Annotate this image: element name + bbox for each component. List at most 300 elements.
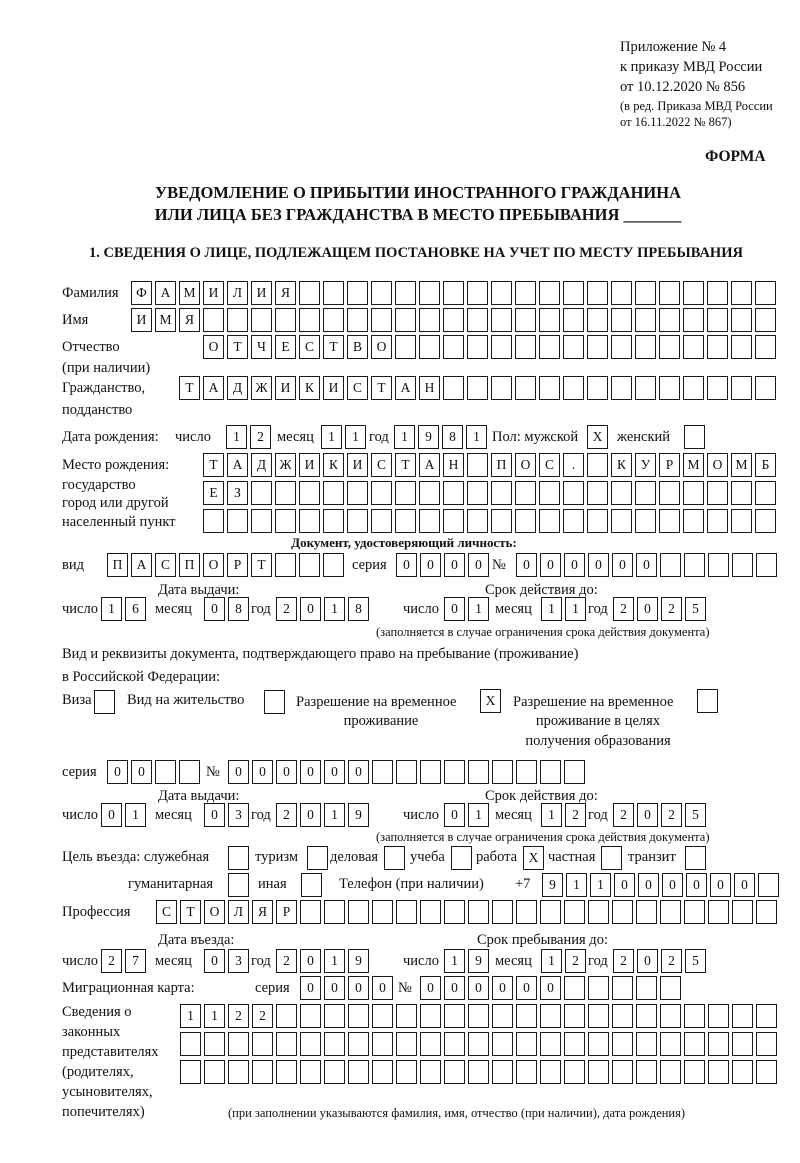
char-box[interactable] [179, 760, 200, 784]
char-box[interactable]: 0 [662, 873, 683, 897]
char-box[interactable] [516, 1032, 537, 1056]
char-box[interactable] [635, 335, 656, 359]
phone-field[interactable] [542, 873, 782, 897]
char-box[interactable] [708, 1060, 729, 1084]
stay-issue-day-field[interactable] [101, 803, 149, 827]
stay-valid-year-field[interactable] [613, 803, 709, 827]
char-box[interactable] [539, 335, 560, 359]
char-box[interactable] [563, 376, 584, 400]
char-box[interactable] [443, 376, 464, 400]
temp-edu-checkbox[interactable] [697, 689, 721, 713]
char-box[interactable]: 0 [637, 949, 658, 973]
char-box[interactable] [444, 900, 465, 924]
char-box[interactable]: 1 [101, 597, 122, 621]
reps-field-3[interactable] [180, 1060, 780, 1084]
char-box[interactable] [492, 1060, 513, 1084]
entry-month-field[interactable] [204, 949, 252, 973]
char-box[interactable]: 0 [348, 976, 369, 1000]
char-box[interactable]: 1 [180, 1004, 201, 1028]
char-box[interactable] [564, 1060, 585, 1084]
char-box[interactable]: 0 [131, 760, 152, 784]
char-box[interactable] [758, 873, 779, 897]
char-box[interactable] [612, 976, 633, 1000]
char-box[interactable]: Т [395, 453, 416, 477]
char-box[interactable]: И [323, 376, 344, 400]
char-box[interactable] [611, 308, 632, 332]
char-box[interactable] [467, 376, 488, 400]
char-box[interactable] [275, 308, 296, 332]
char-box[interactable] [444, 1032, 465, 1056]
char-box[interactable]: 1 [204, 1004, 225, 1028]
char-box[interactable] [372, 900, 393, 924]
char-box[interactable]: 0 [516, 976, 537, 1000]
char-box[interactable] [227, 509, 248, 533]
char-box[interactable]: С [347, 376, 368, 400]
char-box[interactable] [276, 1032, 297, 1056]
char-box[interactable]: Е [275, 335, 296, 359]
temp-res-checkbox[interactable] [480, 689, 504, 713]
char-box[interactable]: 0 [637, 803, 658, 827]
char-box[interactable]: О [515, 453, 536, 477]
char-box[interactable]: О [707, 453, 728, 477]
char-box[interactable] [443, 509, 464, 533]
doc-series-field[interactable] [396, 553, 492, 577]
char-box[interactable]: З [227, 481, 248, 505]
char-box[interactable] [324, 1060, 345, 1084]
stay-issue-year-field[interactable] [276, 803, 372, 827]
char-box[interactable]: Е [203, 481, 224, 505]
char-box[interactable] [348, 1004, 369, 1028]
doc-issue-month-field[interactable] [204, 597, 252, 621]
char-box[interactable]: 0 [444, 597, 465, 621]
checkbox-box[interactable] [307, 846, 328, 870]
purpose-humanitarian-checkbox[interactable] [228, 873, 252, 897]
char-box[interactable]: 0 [444, 553, 465, 577]
purpose-other-checkbox[interactable] [301, 873, 325, 897]
char-box[interactable] [564, 1004, 585, 1028]
char-box[interactable]: 1 [466, 425, 487, 449]
char-box[interactable] [467, 509, 488, 533]
char-box[interactable] [636, 1004, 657, 1028]
char-box[interactable]: С [539, 453, 560, 477]
char-box[interactable] [540, 760, 561, 784]
char-box[interactable]: 1 [125, 803, 146, 827]
char-box[interactable] [419, 281, 440, 305]
char-box[interactable]: С [371, 453, 392, 477]
char-box[interactable] [683, 376, 704, 400]
char-box[interactable] [660, 553, 681, 577]
birth-year-field[interactable] [394, 425, 490, 449]
char-box[interactable] [372, 1032, 393, 1056]
char-box[interactable] [420, 1004, 441, 1028]
char-box[interactable]: 2 [276, 597, 297, 621]
doc-valid-year-field[interactable] [613, 597, 709, 621]
char-box[interactable] [635, 509, 656, 533]
char-box[interactable] [155, 760, 176, 784]
char-box[interactable] [612, 1060, 633, 1084]
char-box[interactable] [707, 335, 728, 359]
doc-issue-year-field[interactable] [276, 597, 372, 621]
char-box[interactable]: 1 [541, 949, 562, 973]
char-box[interactable] [323, 553, 344, 577]
char-box[interactable] [732, 1060, 753, 1084]
char-box[interactable] [756, 553, 777, 577]
sex-male-checkbox[interactable] [587, 425, 611, 449]
residence-checkbox[interactable] [264, 690, 288, 714]
char-box[interactable] [515, 509, 536, 533]
char-box[interactable] [347, 509, 368, 533]
char-box[interactable] [395, 281, 416, 305]
char-box[interactable]: Т [180, 900, 201, 924]
char-box[interactable]: 1 [590, 873, 611, 897]
doc-issue-day-field[interactable] [101, 597, 149, 621]
char-box[interactable]: 0 [734, 873, 755, 897]
char-box[interactable] [708, 553, 729, 577]
char-box[interactable]: 1 [324, 803, 345, 827]
char-box[interactable] [587, 281, 608, 305]
char-box[interactable] [684, 900, 705, 924]
char-box[interactable] [659, 308, 680, 332]
char-box[interactable]: 1 [324, 949, 345, 973]
char-box[interactable]: 9 [348, 949, 369, 973]
char-box[interactable]: Я [275, 281, 296, 305]
surname-field[interactable] [131, 281, 779, 305]
char-box[interactable] [395, 308, 416, 332]
char-box[interactable]: Ж [251, 376, 272, 400]
char-box[interactable] [684, 553, 705, 577]
char-box[interactable] [323, 481, 344, 505]
char-box[interactable] [468, 1060, 489, 1084]
char-box[interactable] [588, 1032, 609, 1056]
entry-year-field[interactable] [276, 949, 372, 973]
char-box[interactable] [468, 1004, 489, 1028]
char-box[interactable]: Я [179, 308, 200, 332]
char-box[interactable]: 0 [564, 553, 585, 577]
char-box[interactable] [611, 481, 632, 505]
char-box[interactable] [300, 1060, 321, 1084]
char-box[interactable]: Н [419, 376, 440, 400]
checkbox-box[interactable]: X [480, 689, 501, 713]
visa-checkbox[interactable] [94, 690, 118, 714]
char-box[interactable]: 2 [661, 803, 682, 827]
checkbox-box[interactable] [301, 873, 322, 897]
char-box[interactable] [563, 281, 584, 305]
char-box[interactable] [443, 481, 464, 505]
char-box[interactable] [515, 281, 536, 305]
char-box[interactable] [515, 481, 536, 505]
char-box[interactable] [563, 335, 584, 359]
char-box[interactable] [443, 281, 464, 305]
char-box[interactable]: 7 [125, 949, 146, 973]
reps-field-2[interactable] [180, 1032, 780, 1056]
char-box[interactable]: 0 [300, 949, 321, 973]
char-box[interactable] [659, 335, 680, 359]
char-box[interactable]: И [203, 281, 224, 305]
char-box[interactable] [467, 281, 488, 305]
char-box[interactable] [348, 1060, 369, 1084]
entry-day-field[interactable] [101, 949, 149, 973]
char-box[interactable] [492, 1032, 513, 1056]
checkbox-box[interactable]: X [587, 425, 608, 449]
char-box[interactable] [516, 1004, 537, 1028]
char-box[interactable] [491, 509, 512, 533]
stay-day-field[interactable] [444, 949, 492, 973]
char-box[interactable] [564, 1032, 585, 1056]
char-box[interactable]: 1 [321, 425, 342, 449]
char-box[interactable]: 8 [442, 425, 463, 449]
char-box[interactable]: 0 [372, 976, 393, 1000]
checkbox-box[interactable] [228, 873, 249, 897]
checkbox-box[interactable] [228, 846, 249, 870]
char-box[interactable] [323, 509, 344, 533]
char-box[interactable] [371, 481, 392, 505]
char-box[interactable] [516, 760, 537, 784]
char-box[interactable]: 2 [565, 949, 586, 973]
char-box[interactable]: Р [659, 453, 680, 477]
char-box[interactable] [324, 1004, 345, 1028]
char-box[interactable]: 2 [250, 425, 271, 449]
sex-female-checkbox[interactable] [684, 425, 708, 449]
char-box[interactable]: 5 [685, 803, 706, 827]
name-field[interactable] [131, 308, 779, 332]
char-box[interactable] [468, 760, 489, 784]
stay-valid-month-field[interactable] [541, 803, 589, 827]
stay-month-field[interactable] [541, 949, 589, 973]
char-box[interactable]: С [299, 335, 320, 359]
char-box[interactable]: 0 [637, 597, 658, 621]
checkbox-box[interactable] [384, 846, 405, 870]
char-box[interactable] [731, 335, 752, 359]
char-box[interactable] [419, 308, 440, 332]
char-box[interactable]: 0 [468, 976, 489, 1000]
char-box[interactable] [564, 900, 585, 924]
char-box[interactable]: 1 [566, 873, 587, 897]
char-box[interactable]: 8 [228, 597, 249, 621]
stay-number-field[interactable] [228, 760, 588, 784]
char-box[interactable]: А [227, 453, 248, 477]
char-box[interactable]: 0 [444, 803, 465, 827]
char-box[interactable] [444, 1060, 465, 1084]
char-box[interactable]: 0 [324, 760, 345, 784]
char-box[interactable]: И [131, 308, 152, 332]
char-box[interactable]: 1 [468, 803, 489, 827]
char-box[interactable] [467, 335, 488, 359]
char-box[interactable]: Т [203, 453, 224, 477]
char-box[interactable] [660, 900, 681, 924]
char-box[interactable]: К [611, 453, 632, 477]
char-box[interactable]: И [275, 376, 296, 400]
char-box[interactable] [708, 900, 729, 924]
checkbox-box[interactable] [601, 846, 622, 870]
char-box[interactable]: 9 [418, 425, 439, 449]
char-box[interactable]: И [251, 281, 272, 305]
char-box[interactable] [588, 1004, 609, 1028]
char-box[interactable] [659, 481, 680, 505]
char-box[interactable] [659, 509, 680, 533]
char-box[interactable]: М [179, 281, 200, 305]
char-box[interactable] [540, 1004, 561, 1028]
birth-place-field-3[interactable] [203, 509, 779, 533]
char-box[interactable] [467, 453, 488, 477]
char-box[interactable]: 0 [686, 873, 707, 897]
char-box[interactable] [419, 335, 440, 359]
char-box[interactable]: 1 [468, 597, 489, 621]
char-box[interactable] [683, 308, 704, 332]
char-box[interactable]: 0 [540, 553, 561, 577]
char-box[interactable]: Д [251, 453, 272, 477]
char-box[interactable]: С [156, 900, 177, 924]
char-box[interactable] [563, 509, 584, 533]
char-box[interactable] [299, 509, 320, 533]
char-box[interactable] [347, 308, 368, 332]
char-box[interactable] [420, 1060, 441, 1084]
char-box[interactable] [203, 509, 224, 533]
char-box[interactable] [755, 376, 776, 400]
char-box[interactable]: 0 [710, 873, 731, 897]
birth-place-field-1[interactable] [203, 453, 779, 477]
char-box[interactable] [564, 976, 585, 1000]
char-box[interactable] [660, 1060, 681, 1084]
char-box[interactable]: П [107, 553, 128, 577]
char-box[interactable]: А [203, 376, 224, 400]
char-box[interactable]: 6 [125, 597, 146, 621]
char-box[interactable]: 9 [542, 873, 563, 897]
char-box[interactable] [539, 481, 560, 505]
char-box[interactable] [612, 900, 633, 924]
char-box[interactable] [539, 509, 560, 533]
char-box[interactable] [371, 509, 392, 533]
char-box[interactable]: О [203, 335, 224, 359]
char-box[interactable] [731, 281, 752, 305]
char-box[interactable]: 0 [300, 760, 321, 784]
char-box[interactable] [684, 1060, 705, 1084]
char-box[interactable] [204, 1032, 225, 1056]
char-box[interactable] [660, 1004, 681, 1028]
char-box[interactable]: 0 [588, 553, 609, 577]
char-box[interactable] [252, 1060, 273, 1084]
doc-valid-month-field[interactable] [541, 597, 589, 621]
char-box[interactable] [588, 976, 609, 1000]
char-box[interactable]: 2 [661, 949, 682, 973]
char-box[interactable]: 8 [348, 597, 369, 621]
char-box[interactable] [372, 760, 393, 784]
char-box[interactable]: П [179, 553, 200, 577]
char-box[interactable] [539, 308, 560, 332]
char-box[interactable] [683, 481, 704, 505]
char-box[interactable]: 0 [492, 976, 513, 1000]
char-box[interactable]: Р [276, 900, 297, 924]
char-box[interactable] [275, 481, 296, 505]
char-box[interactable] [707, 308, 728, 332]
char-box[interactable] [683, 281, 704, 305]
char-box[interactable] [732, 900, 753, 924]
char-box[interactable] [755, 509, 776, 533]
char-box[interactable]: 0 [614, 873, 635, 897]
char-box[interactable] [635, 376, 656, 400]
char-box[interactable] [491, 281, 512, 305]
char-box[interactable] [708, 1032, 729, 1056]
char-box[interactable] [755, 335, 776, 359]
char-box[interactable] [323, 308, 344, 332]
char-box[interactable] [755, 308, 776, 332]
char-box[interactable] [468, 900, 489, 924]
char-box[interactable] [539, 376, 560, 400]
char-box[interactable] [587, 308, 608, 332]
char-box[interactable] [612, 1004, 633, 1028]
char-box[interactable] [659, 376, 680, 400]
char-box[interactable] [396, 1060, 417, 1084]
char-box[interactable] [396, 900, 417, 924]
char-box[interactable] [659, 281, 680, 305]
char-box[interactable] [756, 900, 777, 924]
char-box[interactable] [299, 308, 320, 332]
char-box[interactable] [300, 900, 321, 924]
char-box[interactable]: М [683, 453, 704, 477]
char-box[interactable] [636, 1060, 657, 1084]
char-box[interactable]: 3 [228, 803, 249, 827]
char-box[interactable] [707, 376, 728, 400]
citizenship-field[interactable] [179, 376, 779, 400]
char-box[interactable] [540, 900, 561, 924]
doc-valid-day-field[interactable] [444, 597, 492, 621]
char-box[interactable]: Я [252, 900, 273, 924]
char-box[interactable] [684, 1004, 705, 1028]
char-box[interactable] [516, 900, 537, 924]
char-box[interactable] [635, 481, 656, 505]
char-box[interactable] [348, 1032, 369, 1056]
char-box[interactable] [419, 509, 440, 533]
char-box[interactable] [227, 308, 248, 332]
char-box[interactable] [516, 1060, 537, 1084]
char-box[interactable] [228, 1032, 249, 1056]
birth-place-field-2[interactable] [203, 481, 779, 505]
char-box[interactable]: 2 [661, 597, 682, 621]
char-box[interactable] [371, 281, 392, 305]
char-box[interactable] [444, 760, 465, 784]
char-box[interactable]: 0 [252, 760, 273, 784]
char-box[interactable] [564, 760, 585, 784]
stay-series-field[interactable] [107, 760, 203, 784]
char-box[interactable]: И [347, 453, 368, 477]
char-box[interactable] [707, 281, 728, 305]
char-box[interactable]: С [155, 553, 176, 577]
char-box[interactable] [732, 1004, 753, 1028]
char-box[interactable] [755, 281, 776, 305]
char-box[interactable]: М [731, 453, 752, 477]
char-box[interactable] [251, 308, 272, 332]
char-box[interactable]: 0 [420, 976, 441, 1000]
char-box[interactable]: 1 [324, 597, 345, 621]
purpose-private-checkbox[interactable] [601, 846, 625, 870]
char-box[interactable] [492, 900, 513, 924]
char-box[interactable]: А [131, 553, 152, 577]
char-box[interactable] [636, 1032, 657, 1056]
profession-field[interactable] [156, 900, 780, 924]
char-box[interactable]: 3 [228, 949, 249, 973]
char-box[interactable] [731, 481, 752, 505]
reps-field-1[interactable] [180, 1004, 780, 1028]
char-box[interactable]: 0 [300, 597, 321, 621]
char-box[interactable]: 9 [348, 803, 369, 827]
purpose-study-checkbox[interactable] [451, 846, 475, 870]
char-box[interactable] [180, 1032, 201, 1056]
char-box[interactable] [587, 481, 608, 505]
char-box[interactable]: 1 [541, 597, 562, 621]
char-box[interactable] [588, 1060, 609, 1084]
char-box[interactable] [635, 308, 656, 332]
char-box[interactable]: А [155, 281, 176, 305]
char-box[interactable]: 0 [300, 976, 321, 1000]
